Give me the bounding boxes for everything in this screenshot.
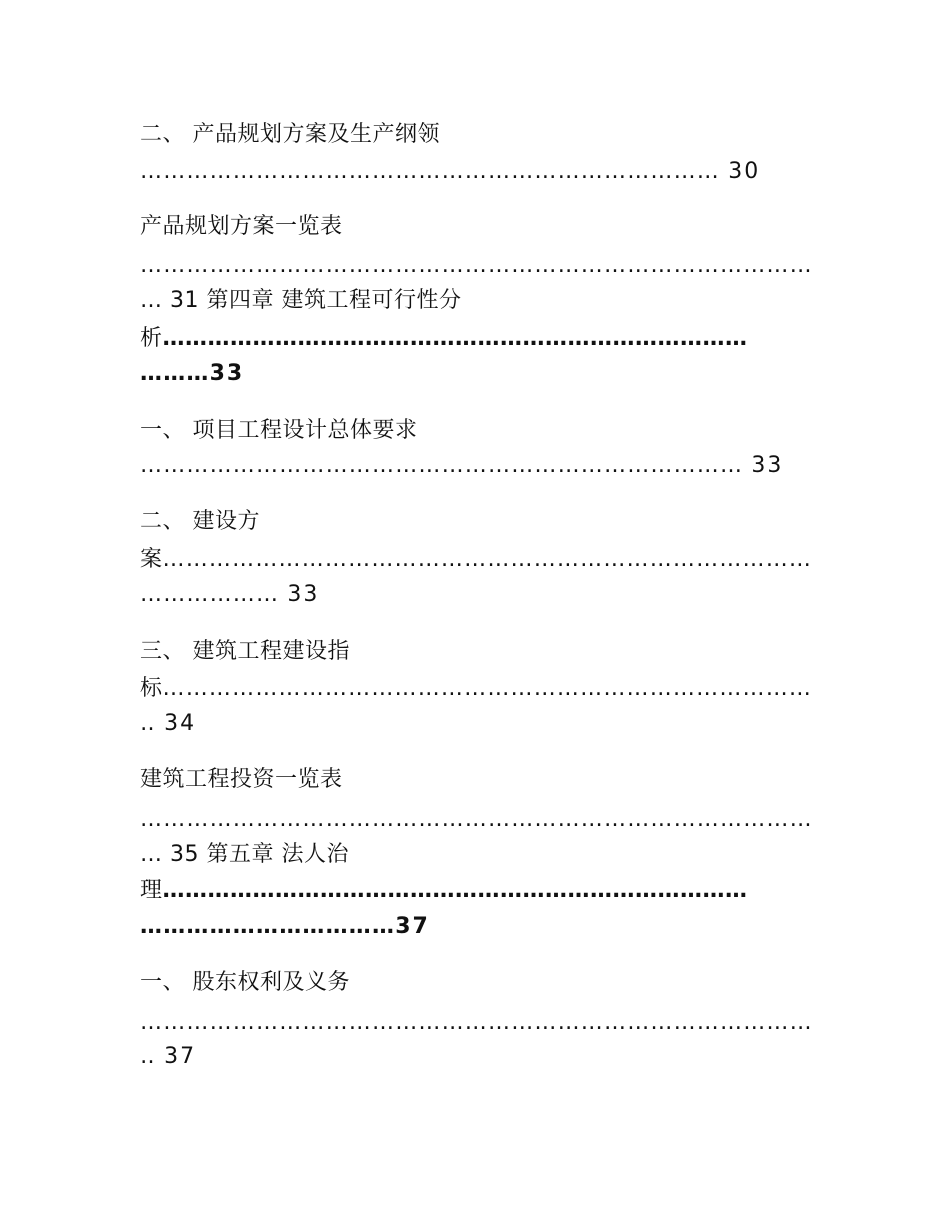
toc-leader-dots: ……………………………………………………………………………	[140, 807, 813, 832]
toc-entry-title: 二、 产品规划方案及生产纲领	[140, 122, 440, 147]
toc-entry-continuation	[140, 545, 813, 575]
toc-leader-dots	[140, 580, 440, 610]
toc-dots: …………………………………………………………………	[140, 159, 729, 184]
toc-page-number: 33	[287, 582, 320, 607]
toc-entry-continuation	[140, 674, 813, 704]
toc-leader-dots	[140, 359, 440, 389]
toc-entry-title: 一、 股东权利及义务	[140, 970, 350, 995]
toc-dots: ………………	[140, 582, 288, 607]
toc-dots: ……………………………………………………………………	[140, 453, 752, 478]
toc-entry-continuation: … 35 第五章 法人治	[140, 842, 349, 867]
toc-entry-continuation	[140, 876, 748, 906]
toc-entry-title: 一、 项目工程设计总体要求	[140, 418, 418, 443]
toc-entry-title: 建筑工程投资一览表	[140, 767, 343, 792]
toc-page-number: 37	[164, 1044, 197, 1069]
toc-page-number: 37	[395, 914, 430, 939]
toc-entry-title: 产品规划方案一览表	[140, 214, 343, 239]
toc-page-number: 30	[728, 159, 761, 184]
toc-dots: ……………………………………………………………………	[162, 878, 748, 903]
toc-page-number: 34	[164, 711, 197, 736]
toc-entry-title: 三、 建筑工程建设指	[140, 639, 350, 664]
toc-dots: …………………………………………………………………………	[162, 547, 813, 572]
toc-entry-continuation: … 31 第四章 建筑工程可行性分	[140, 288, 462, 313]
toc-page-number: 33	[209, 361, 245, 386]
toc-leader-dots	[140, 912, 540, 942]
toc-entry-char: 理	[140, 878, 163, 903]
toc-leader-dots: ……………………………………………………………………………	[140, 253, 813, 278]
toc-entry-continuation	[140, 324, 748, 354]
toc-leader-dots	[140, 709, 340, 739]
toc-dots: ……………………………	[140, 914, 396, 939]
toc-entry-title: 二、 建设方	[140, 509, 260, 534]
toc-leader-dots: ……………………………………………………………………………	[140, 1010, 813, 1035]
toc-dots: …………………………………………………………………………	[162, 676, 813, 701]
toc-dots: ………	[140, 361, 210, 386]
toc-leader-dots	[140, 157, 761, 187]
toc-entry-char: 案	[140, 547, 163, 572]
toc-dots: ‥	[140, 1044, 165, 1069]
toc-leader-dots	[140, 1042, 340, 1072]
toc-entry-char: 标	[140, 676, 163, 701]
toc-entry-char: 析	[140, 326, 163, 351]
toc-dots: ‥	[140, 711, 165, 736]
toc-dots: ……………………………………………………………………	[162, 326, 748, 351]
toc-leader-dots	[140, 451, 784, 481]
toc-page-number: 33	[751, 453, 784, 478]
